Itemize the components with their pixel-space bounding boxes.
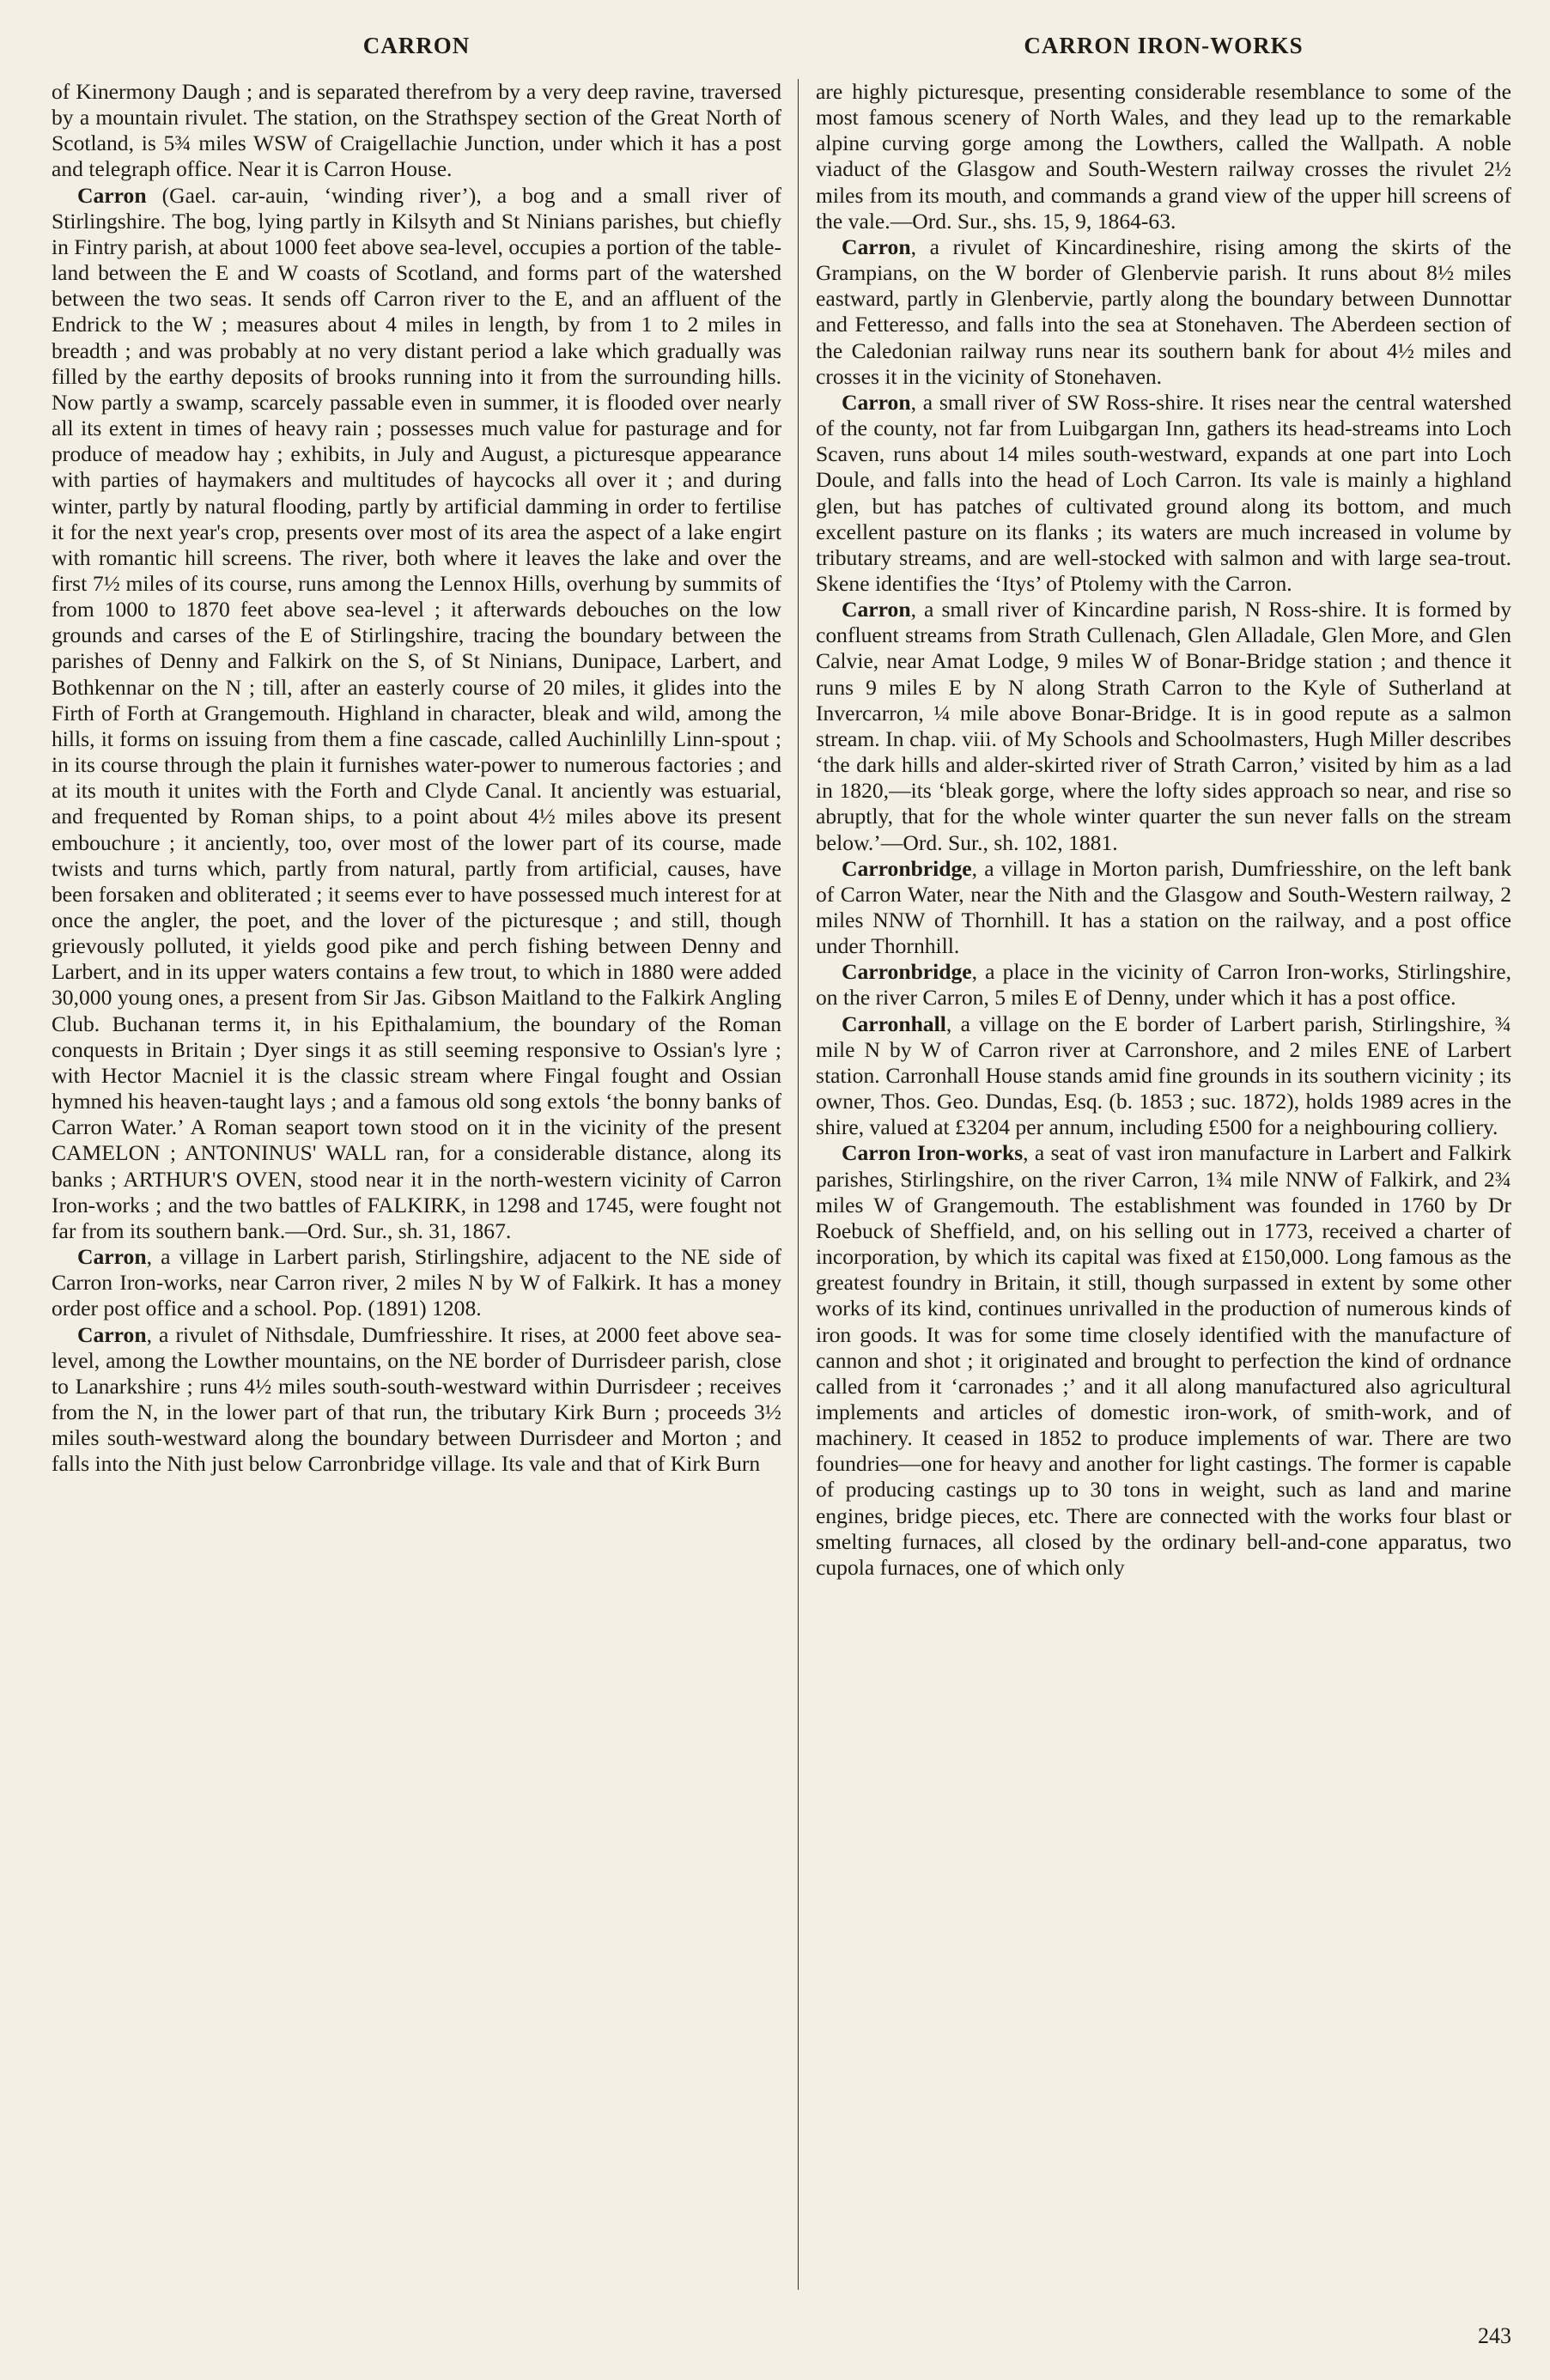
running-head-right: CARRON IRON-WORKS bbox=[1024, 33, 1304, 58]
entry bbox=[816, 1011, 1511, 1141]
entry-headword: Carron bbox=[77, 1244, 147, 1270]
entry-text: , a village in Larbert parish, Stirlingshire, adjacent to the NE side of Carron Iron-works, near Carron river, 2 miles N by W of Falkirk. It has a money order post office and a school. Pop. (1891) 1208. bbox=[52, 1244, 781, 1321]
entry-text: , a village in Morton parish, Dumfriesshire, on the left bank of Carron Water, near the Nith and the Glasgow and South-Western railway, 2 miles NNW of Thornhill. It has a station on the railway, and a post office under Thornhill. bbox=[816, 855, 1511, 959]
entry-continuation bbox=[816, 79, 1511, 234]
entry-text: , a place in the vicinity of Carron Iron-works, Stirlingshire, on the river Carron, 5 miles E of Denny, under which it has a post office. bbox=[816, 959, 1511, 1011]
entry-headword: Carron bbox=[842, 389, 911, 415]
entry bbox=[816, 1140, 1511, 1581]
entry bbox=[816, 856, 1511, 960]
entry-headword: Carron bbox=[77, 1321, 147, 1347]
entry-text: , a rivulet of Kincardineshire, rising among the skirts of the Grampians, on the W border of Glenbervie parish. It runs about 8½ miles eastward, partly in Glenbervie, partly along the boundary between Dunnottar and Fetteresso, and falls into the sea at Stonehaven. The Aberdeen section of the Caledonian railway runs near its southern bank for about 4½ miles and crosses it in the vicinity of Stonehaven. bbox=[816, 234, 1511, 389]
entry-headword: Carron Iron-works bbox=[842, 1140, 1024, 1166]
running-head-left: CARRON bbox=[362, 33, 471, 58]
entry-continuation bbox=[52, 79, 781, 183]
entry bbox=[52, 1322, 781, 1478]
entry bbox=[816, 390, 1511, 597]
entry bbox=[816, 959, 1511, 1011]
entry-headword: Carron bbox=[77, 182, 147, 208]
entry-headword: Carronbridge bbox=[842, 855, 972, 881]
column-divider bbox=[798, 79, 799, 2290]
entry-headword: Carronbridge bbox=[842, 959, 972, 985]
entry-text: , a village on the E border of Larbert parish, Stirlingshire, ¾ mile N by W of Carron river at Carronshore, and 2 miles ENE of Larbert station. Carronhall House stands amid fine grounds in its southern vicinity ; its owner, Thos. Geo. Dundas, Esq. (b. 1853 ; suc. 1872), holds 1989 acres in the shire, valued at £3204 per annum, including £500 for a neighbouring colliery. bbox=[816, 1011, 1511, 1140]
entry bbox=[816, 597, 1511, 856]
entry-headword: Carronhall bbox=[842, 1011, 946, 1036]
entry bbox=[52, 183, 781, 1244]
entry-text: (Gael. car-auin, ‘winding river’), a bog and a small river of Stirlingshire. The bog, lying partly in Kilsyth and St Ninians parishes, but chiefly in Fintry parish, at about 1000 feet above sea-level, occupies a portion of the table-land between the E and W coasts of Scotland, and forms part of the watershed between the two seas. It sends off Carron river to the E, and an affluent of the Endrick to the W ; measures about 4 miles in length, by from 1 to 2 miles in breadth ; and was probably at no very distant period a lake which gradually was filled by the earthy deposits of brooks running into it from the surrounding hills. Now partly a swamp, scarcely passable even in summer, it is flooded over nearly all its extent in times of heavy rain ; possesses much value for pasturage and for produce of meadow hay ; exhibits, in July and August, a picturesque appearance with parties of haymakers and multitudes of haycocks all over it ; and during winter, partly by natural flooding, partly by artificial damming in order to fertilise it for the next year's crop, presents over most of its area the aspect of a lake engirt with romantic hill screens. The river, both where it leaves the lake and over the first 7½ miles of its course, runs among the Lennox Hills, overhung by summits of from 1000 to 1870 feet above sea-level ; it afterwards debouches on the low grounds and carses of the E of Stirlingshire, tracing the boundary between the parishes of Denny and Falkirk on the S, of St Ninians, Dunipace, Larbert, and Bothkennar on the N ; till, after an easterly course of 20 miles, it glides into the Firth of Forth at Grangemouth. Highland in character, bleak and wild, among the hills, it forms on issuing from them a fine cascade, called Auchinlilly Linn-spout ; in its course through the plain it furnishes water-power to numerous factories ; and at its mouth it unites with the Forth and Clyde Canal. It anciently was estuarial, and frequented by Roman ships, to a point about 4½ miles above its present embouchure ; it anciently, too, over most of the lower part of its course, made twists and turns which, partly from natural, partly from artificial, causes, have been forsaken and obliterated ; it seems ever to have possessed much interest for at once the angler, the poet, and the lover of the picturesque ; and still, though grievously polluted, it yields good pike and perch fishing between Denny and Larbert, and in its upper waters contains a few trout, to which in 1880 were added 30,000 young ones, a present from Sir Jas. Gibson Maitland to the Falkirk Angling Club. Buchanan terms it, in his Epithalamium, the boundary of the Roman conquests in Britain ; Dyer sings it as still seeming responsive to Ossian's lyre ; with Hector Macniel it is the classic stream where Fingal fought and Ossian hymned his heaven-taught lays ; and a famous old song extols ‘the bonny banks of Carron Water.’ A Roman seaport town stood on it in the vicinity of the present CAMELON ; ANTONINUS' WALL ran, for a considerable distance, along its banks ; ARTHUR'S OVEN, stood near it in the north-western vicinity of Carron Iron-works ; and the two battles of FALKIRK, in 1298 and 1745, were fought not far from its southern bank.—Ord. Sur., sh. 31, 1867. bbox=[52, 182, 782, 1243]
entry-text: , a small river of Kincardine parish, N Ross-shire. It is formed by confluent streams from Strath Cullenach, Glen Alladale, Glen More, and Glen Calvie, near Amat Lodge, 9 miles W of Bonar-Bridge station ; and thence it runs 9 miles E by N along Strath Carron to the Kyle of Sutherland at Invercarron, ¼ mile above Bonar-Bridge. It is in good repute as a salmon stream. In chap. viii. of My Schools and Schoolmasters, Hugh Miller describes ‘the dark hills and alder-skirted river of Strath Carron,’ visited by him as a lad in 1820,—its ‘bleak gorge, where the lofty sides approach so near, and rise so abruptly, that for the whole winter quarter the sun never falls on the stream below.’—Ord. Sur., sh. 102, 1881. bbox=[816, 597, 1511, 855]
entry bbox=[52, 1244, 781, 1321]
entry-headword: Carron bbox=[842, 234, 911, 259]
entry-headword: Carron bbox=[842, 597, 911, 622]
entry-text: , a seat of vast iron manufacture in Larbert and Falkirk parishes, Stirlingshire, on the river Carron, 1¾ mile NNW of Falkirk, and 2¾ miles W of Grangemouth. The establishment was founded in 1760 by Dr Roebuck of Sheffield, and, on his selling out in 1773, received a charter of incorporation, by which its capital was fixed at £150,000. Long famous as the greatest foundry in Britain, it still, though surpassed in extent by some other works of its kind, continues unrivalled in the production of numerous kinds of iron goods. It was for some time closely identified with the manufacture of cannon and shot ; it originated and brought to perfection the kind of ordnance called from it ‘carronades ;’ and it all along manufactured also agricultural implements and articles of domestic iron-work, of smith-work, and of machinery. It ceased in 1852 to produce implements of war. There are two foundries—one for heavy and another for light castings. The former is capable of producing castings up to 30 tons in weight, such as land and marine engines, bridge pieces, etc. There are connected with the works four blast or smelting furnaces, all closed by the ordinary bell-and-cone apparatus, two cupola furnaces, one of which only bbox=[816, 1140, 1511, 1580]
entry-text: , a rivulet of Nithsdale, Dumfriesshire. It rises, at 2000 feet above sea-level, among the Lowther mountains, on the NE border of Durrisdeer parish, close to Lanarkshire ; runs 4½ miles south-south-westward within Durrisdeer ; receives from the N, in the lower part of that run, the tributary Kirk Burn ; proceeds 3½ miles south-westward along the boundary between Durrisdeer and Morton ; and falls into the Nith just below Carronbridge village. Its vale and that of Kirk Burn bbox=[52, 1321, 781, 1477]
entry bbox=[816, 234, 1511, 390]
right-column bbox=[816, 79, 1511, 1581]
left-column bbox=[52, 79, 781, 1477]
page-number: 243 bbox=[1478, 2323, 1511, 2348]
entry-text: are highly picturesque, presenting considerable resemblance to some of the most famous scenery of North Wales, and they lead up to the remarkable alpine curving gorge among the Lowthers, called the Wallpath. A noble viaduct of the Glasgow and South-Western railway crosses the rivulet 2½ miles from its mouth, and commands a grand view of the upper hill screens of the vale.—Ord. Sur., shs. 15, 9, 1864-63. bbox=[816, 79, 1511, 234]
entry-text: of Kinermony Daugh ; and is separated therefrom by a very deep ravine, traversed by a mountain rivulet. The station, on the Strathspey section of the Great North of Scotland, is 5¾ miles WSW of Craigellachie Junction, under which it has a post and telegraph office. Near it is Carron House. bbox=[52, 79, 781, 182]
entry-text: , a small river of SW Ross-shire. It rises near the central watershed of the county, not far from Luibgargan Inn, gathers its head-streams into Loch Scaven, runs about 14 miles south-westward, expands at one part into Loch Doule, and falls into the head of Loch Carron. Its vale is mainly a highland glen, but has patches of cultivated ground along its bottom, and much excellent pasture on its flanks ; its waters are much increased in volume by tributary streams, and are well-stocked with salmon and with large sea-trout. Skene identifies the ‘Itys’ of Ptolemy with the Carron. bbox=[816, 389, 1511, 596]
